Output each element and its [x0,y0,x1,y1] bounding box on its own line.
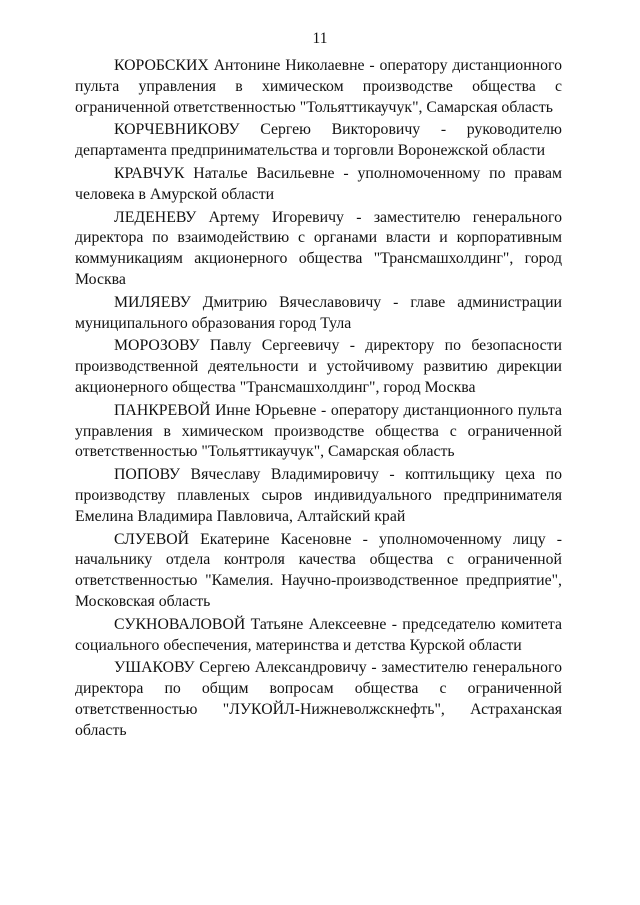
list-item: УШАКОВУ Сергею Александровичу - заместителю генерального директора по общим вопросам общества с ограниченной ответственностью "ЛУКОЙЛ-Нижневолжскнефть", Астраханская область [75,659,562,739]
list-item: КОРОБСКИХ Антонине Николаевне - оператору дистанционного пульта управления в химическом производстве общества с ограниченной ответственностью "Тольяттикаучук", Самарская область [75,57,562,116]
award-list [75,56,562,744]
list-item: МИЛЯЕВУ Дмитрию Вячеславовичу - главе администрации муниципального образования город Тула [75,293,562,332]
list-item: КРАВЧУК Наталье Васильевне - уполномоченному по правам человека в Амурской области [75,164,562,203]
list-item: МОРОЗОВУ Павлу Сергеевичу - директору по безопасности производственной деятельности и устойчивому развитию дирекции акционерного общества "Трансмашхолдинг", город Москва [75,337,562,396]
list-item: ЛЕДЕНЕВУ Артему Игоревичу - заместителю генерального директора по взаимодействию с органами власти и корпоративным коммуникациям акционерного общества "Трансмашхолдинг", город Москва [75,208,562,288]
list-item: ПОПОВУ Вячеславу Владимировичу - коптильщику цеха по производству плавленых сыров индивидуального предпринимателя Емелина Владимира Павловича, Алтайский край [75,466,562,525]
list-item: СЛУЕВОЙ Екатерине Касеновне - уполномоченному лицу - начальнику отдела контроля качества общества с ограниченной ответственностью "Камелия. Научно-производственное предприятие", Московская область [75,530,562,610]
list-item: ПАНКРЕВОЙ Инне Юрьевне - оператору дистанционного пульта управления в химическом производстве общества с ограниченной ответственностью "Тольяттикаучук", Самарская область [75,401,562,461]
list-item: СУКНОВАЛОВОЙ Татьяне Алексеевне - председателю комитета социального обеспечения, материнства и детства Курской области [75,615,562,654]
page-number: 11 [312,30,328,47]
list-item: КОРЧЕВНИКОВУ Сергею Викторовичу - руководителю департамента предпринимательства и торговли Воронежской области [75,121,562,160]
